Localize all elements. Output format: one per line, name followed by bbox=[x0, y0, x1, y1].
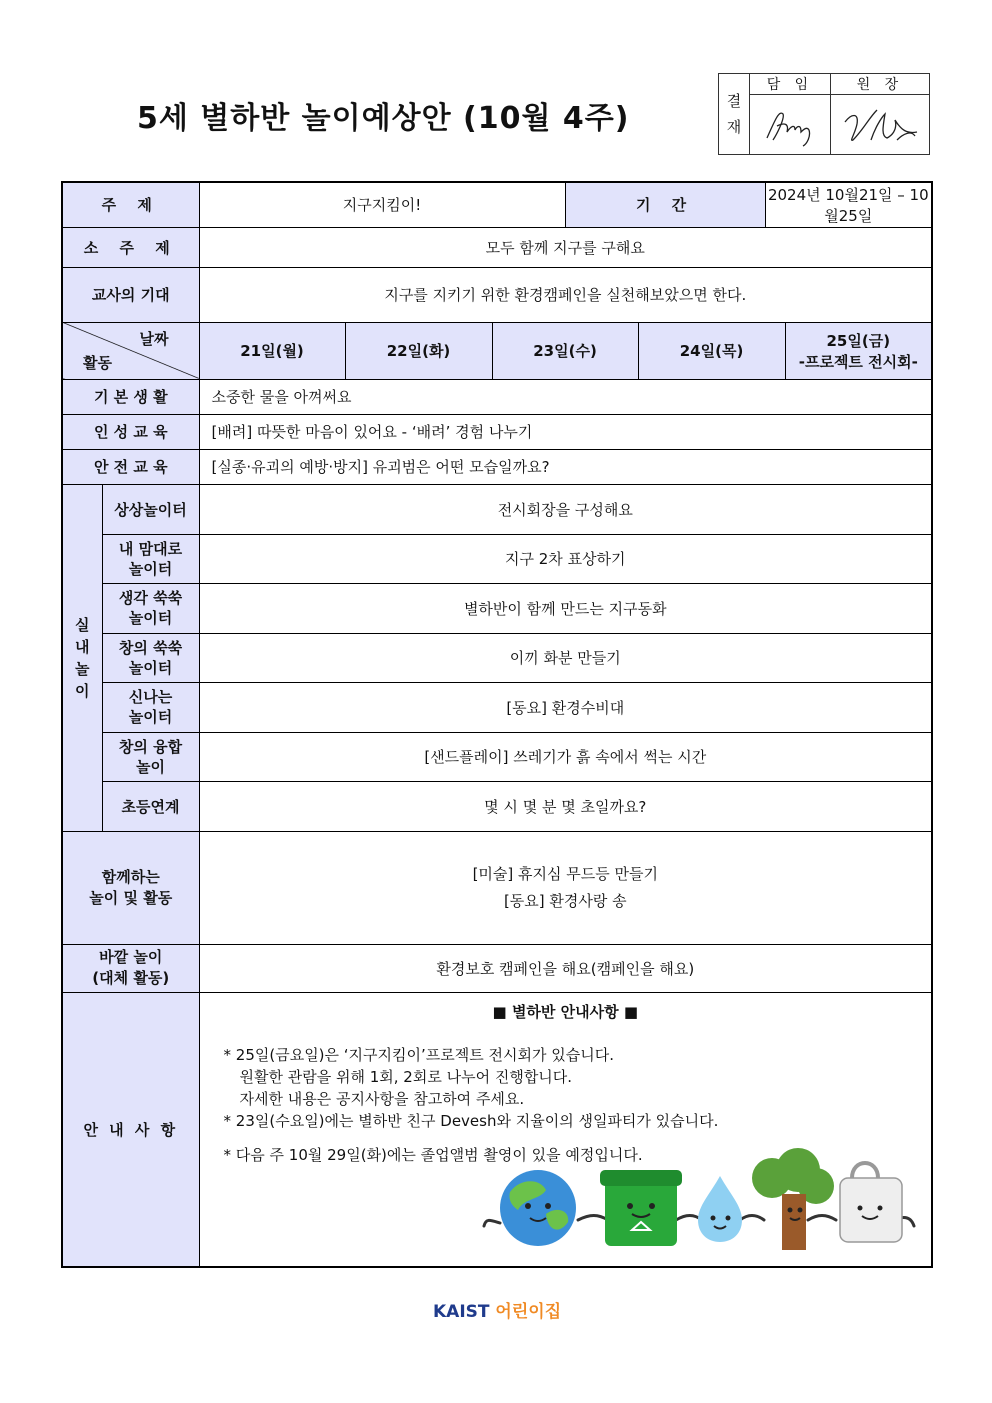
indoor-area-content: [샌드플레이] 쓰레기가 흙 속에서 썩는 시간 bbox=[199, 732, 932, 781]
day-1: 21일(월) bbox=[199, 322, 345, 379]
together-label-line: 놀이 및 활동 bbox=[89, 888, 173, 907]
approval-side-1: 결 bbox=[726, 92, 742, 110]
notice-note: 원활한 관람을 위해 1회, 2회로 나누어 진행합니다. bbox=[239, 1067, 573, 1086]
arm-line bbox=[740, 1216, 764, 1221]
indoor-area-line: 놀이 bbox=[136, 757, 165, 776]
notice-note: * 다음 주 10월 29일(화)에는 졸업앨범 촬영이 있을 예정입니다. bbox=[223, 1145, 643, 1164]
outdoor-label bbox=[62, 944, 199, 992]
subtopic-label: 소 주 제 bbox=[62, 227, 199, 267]
director-label: 원 장 bbox=[830, 74, 929, 95]
together-label bbox=[62, 831, 199, 944]
day-2: 22일(화) bbox=[345, 322, 492, 379]
director-signature bbox=[830, 95, 929, 155]
kaist-logo bbox=[433, 1297, 561, 1322]
notice-label: 안 내 사 항 bbox=[62, 992, 199, 1267]
teacher-label: 담 임 bbox=[750, 74, 831, 95]
topic-value: 지구지킴이! bbox=[199, 182, 565, 227]
indoor-area-content: [동요] 환경수비대 bbox=[199, 682, 932, 732]
notice-note: 자세한 내용은 공지사항을 참고하여 주세요. bbox=[239, 1089, 525, 1108]
eco-bag-icon bbox=[840, 1163, 902, 1242]
approval-side-label bbox=[719, 74, 750, 155]
notice-note: * 25일(금요일)은 ‘지구지킴이’프로젝트 전시회가 있습니다. bbox=[223, 1045, 614, 1064]
indoor-area-line: 창의 쑥쑥 bbox=[118, 638, 183, 657]
indoor-label-char: 실 bbox=[75, 615, 90, 634]
indoor-area-line: 놀이터 bbox=[128, 658, 173, 677]
expect-label: 교사의 기대 bbox=[62, 267, 199, 322]
period-label: 기 간 bbox=[565, 182, 765, 227]
indoor-area-line: 내 맘대로 bbox=[118, 539, 183, 558]
together-label-line: 함께하는 bbox=[101, 867, 160, 886]
together-content bbox=[199, 831, 932, 944]
day-5 bbox=[785, 322, 932, 379]
period-value: 2024년 10월21일 – 10월25일 bbox=[765, 182, 932, 227]
day-3: 23일(수) bbox=[492, 322, 638, 379]
expect-value: 지구를 지키기 위한 환경캠페인을 실천해보았으면 한다. bbox=[199, 267, 932, 322]
safety-value: [실종·유괴의 예방·방지] 유괴범은 어떤 모습일까요? bbox=[199, 449, 932, 484]
indoor-area-content: 지구 2차 표상하기 bbox=[199, 534, 932, 583]
together-item: [동요] 환경사랑 송 bbox=[503, 891, 627, 910]
outdoor-label-line: 바깥 놀이 bbox=[99, 948, 163, 966]
basic-value: 소중한 물을 아껴써요 bbox=[199, 379, 932, 414]
date-label: 날짜 bbox=[139, 329, 169, 348]
indoor-area-line: 창의 융합 bbox=[118, 737, 183, 756]
tree-icon bbox=[752, 1148, 834, 1250]
indoor-area-line: 놀이터 bbox=[128, 609, 173, 627]
indoor-area-line: 신나는 bbox=[128, 688, 173, 706]
day-5-event: -프로젝트 전시회- bbox=[798, 352, 918, 371]
indoor-label-char: 이 bbox=[75, 681, 90, 700]
indoor-area-name bbox=[102, 583, 199, 633]
water-drop-icon bbox=[698, 1176, 742, 1242]
indoor-area-name bbox=[102, 732, 199, 781]
subtopic-value: 모두 함께 지구를 구해요 bbox=[199, 227, 932, 267]
arm-line bbox=[484, 1220, 500, 1226]
day-4: 24일(목) bbox=[638, 322, 785, 379]
day-5-date: 25일(금) bbox=[826, 331, 891, 350]
indoor-area-line: 놀이터 bbox=[128, 708, 173, 726]
indoor-area-line: 상상놀이터 bbox=[114, 500, 187, 519]
page-title: 5세 별하반 놀이예상안 (10월 4주) bbox=[137, 101, 630, 136]
indoor-label-char: 놀 bbox=[75, 659, 90, 678]
indoor-area-content: 전시회장을 구성해요 bbox=[199, 484, 932, 534]
indoor-area-line: 놀이터 bbox=[128, 559, 173, 578]
earth-icon bbox=[500, 1170, 576, 1246]
indoor-area-line: 생각 쑥쑥 bbox=[118, 589, 183, 607]
teacher-signature bbox=[750, 95, 831, 155]
topic-label: 주 제 bbox=[62, 182, 199, 227]
indoor-area-name bbox=[102, 633, 199, 682]
indoor-area-content: 몇 시 몇 분 몇 초일까요? bbox=[199, 781, 932, 831]
outdoor-label-line: (대체 활동) bbox=[92, 969, 170, 987]
indoor-label-char: 내 bbox=[75, 637, 90, 656]
logo-brand: KAIST bbox=[433, 1302, 490, 1322]
indoor-area-line: 초등연계 bbox=[121, 797, 180, 816]
arm-line bbox=[578, 1216, 608, 1221]
plan-table bbox=[61, 181, 933, 1268]
activity-label: 활동 bbox=[83, 353, 112, 372]
indoor-label bbox=[62, 484, 102, 831]
outdoor-value: 환경보호 캠페인을 해요(캠페인을 해요) bbox=[199, 944, 932, 992]
notice-title: ■ 별하반 안내사항 ■ bbox=[492, 1002, 638, 1021]
arm-line bbox=[808, 1216, 836, 1221]
approval-box bbox=[718, 73, 930, 155]
notice-note: * 23일(수요일)에는 별하반 친구 Devesh와 지율이의 생일파티가 있습니다. bbox=[223, 1111, 719, 1130]
character-value: [배려] 따뜻한 마음이 있어요 - ‘배려’ 경험 나누기 bbox=[199, 414, 932, 449]
indoor-area-name bbox=[102, 484, 199, 534]
logo-sub: 어린이집 bbox=[495, 1302, 562, 1322]
indoor-area-name bbox=[102, 781, 199, 831]
eco-characters-illustration bbox=[480, 1148, 920, 1252]
approval-side-2: 재 bbox=[726, 118, 742, 136]
indoor-area-name bbox=[102, 534, 199, 583]
recycle-bin-icon bbox=[600, 1170, 682, 1246]
date-activity-header bbox=[62, 322, 199, 379]
safety-label: 안 전 교 육 bbox=[62, 449, 199, 484]
basic-label: 기 본 생 활 bbox=[62, 379, 199, 414]
indoor-area-content: 별하반이 함께 만드는 지구동화 bbox=[199, 583, 932, 633]
indoor-area-content: 이끼 화분 만들기 bbox=[199, 633, 932, 682]
indoor-area-name bbox=[102, 682, 199, 732]
character-label: 인 성 교 육 bbox=[62, 414, 199, 449]
together-item: [미술] 휴지심 무드등 만들기 bbox=[472, 864, 658, 883]
